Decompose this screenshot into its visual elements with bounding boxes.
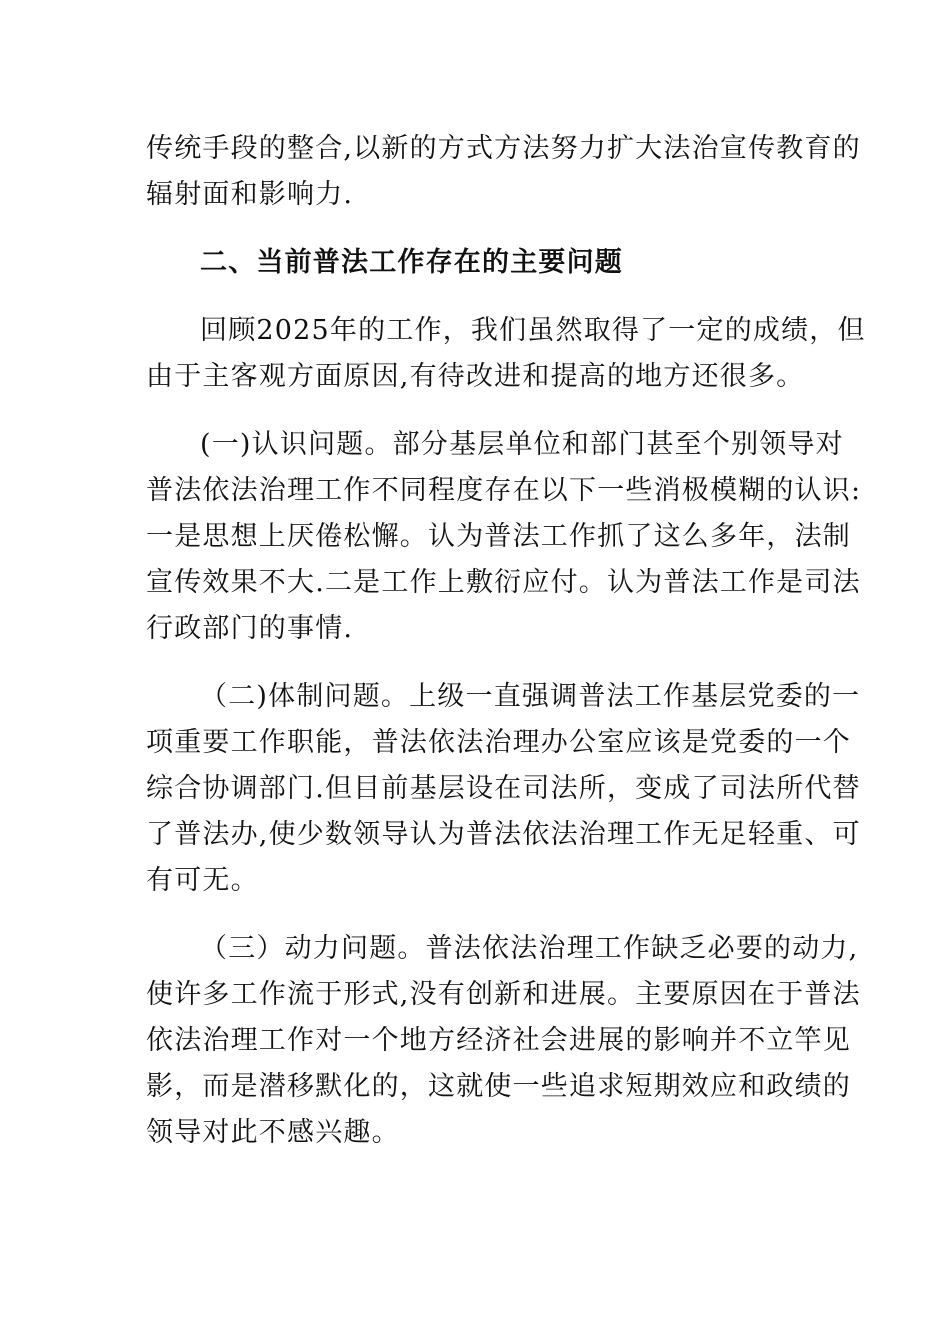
text-line: (一)认识问题。部分基层单位和部门甚至个别领导对 bbox=[200, 429, 844, 460]
paragraph-motivation-issue bbox=[146, 926, 861, 1156]
section-heading: 二、当前普法工作存在的主要问题 bbox=[200, 247, 623, 278]
text-line: 普法依法治理工作不同程度存在以下一些消极模糊的认识: bbox=[146, 475, 862, 506]
paragraph-system-issue bbox=[146, 674, 861, 904]
text-line: 一是思想上厌倦松懈。认为普法工作抓了这么多年，法制 bbox=[146, 521, 851, 552]
text-line: 辐射面和影响力. bbox=[146, 179, 354, 210]
text-line: 有可无。 bbox=[146, 865, 259, 896]
text-line: 使许多工作流于形式,没有创新和进展。主要原因在于普法 bbox=[146, 979, 861, 1010]
text-line: （二)体制问题。上级一直强调普法工作基层党委的一 bbox=[200, 681, 861, 712]
text-line: 回顾2025年的工作，我们虽然取得了一定的成绩，但 bbox=[200, 315, 866, 346]
text-line: 了普法办,使少数领导认为普法依法治理工作无足轻重、可 bbox=[146, 819, 861, 850]
text-line: 综合协调部门.但目前基层设在司法所，变成了司法所代替 bbox=[146, 773, 861, 804]
text-line: 行政部门的事情. bbox=[146, 613, 354, 644]
text-line: 领导对此不感兴趣。 bbox=[146, 1117, 400, 1148]
text-line: 宣传效果不大.二是工作上敷衍应付。认为普法工作是司法 bbox=[146, 567, 861, 598]
paragraph-review bbox=[146, 308, 866, 400]
text-line: 传统手段的整合,以新的方式方法努力扩大法治宣传教育的 bbox=[146, 133, 861, 164]
text-line: 依法治理工作对一个地方经济社会进展的影响并不立竿见 bbox=[146, 1025, 851, 1056]
document-page bbox=[146, 126, 866, 1156]
text-line: （三）动力问题。普法依法治理工作缺乏必要的动力, bbox=[200, 933, 859, 964]
paragraph-awareness-issue bbox=[146, 422, 862, 652]
text-line: 项重要工作职能，普法依法治理办公室应该是党委的一个 bbox=[146, 727, 851, 758]
text-line: 影，而是潜移默化的，这就使一些追求短期效应和政绩的 bbox=[146, 1071, 851, 1102]
intro-paragraph bbox=[146, 126, 861, 218]
text-line: 由于主客观方面原因,有待改进和提高的地方还很多。 bbox=[146, 361, 805, 392]
